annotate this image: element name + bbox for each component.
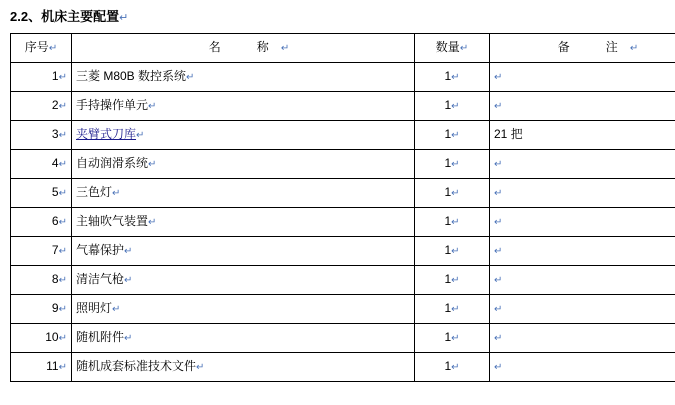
cell-name: 三色灯↵ bbox=[72, 179, 415, 208]
paragraph-mark-icon: ↵ bbox=[629, 43, 639, 54]
machine-configuration-table bbox=[10, 33, 675, 382]
cell-name: 照明灯↵ bbox=[72, 295, 415, 324]
cell-name: 随机附件↵ bbox=[72, 324, 415, 353]
paragraph-mark-icon: ↵ bbox=[451, 362, 460, 373]
cell-note bbox=[490, 295, 675, 324]
paragraph-mark-icon: ↵ bbox=[451, 72, 460, 83]
cell-note bbox=[490, 150, 675, 179]
paragraph-mark-icon: ↵ bbox=[58, 159, 67, 170]
paragraph-mark-icon: ↵ bbox=[494, 159, 503, 170]
paragraph-mark-icon: ↵ bbox=[58, 188, 67, 199]
paragraph-mark-icon: ↵ bbox=[148, 217, 157, 228]
paragraph-mark-icon: ↵ bbox=[119, 12, 129, 24]
page-title-text: 2.2、机床主要配置 bbox=[10, 9, 120, 24]
cell-note: 21 把 bbox=[490, 121, 675, 150]
column-header-quantity: 数量↵ bbox=[415, 34, 490, 63]
table-row bbox=[11, 237, 675, 266]
table-row bbox=[11, 121, 675, 150]
paragraph-mark-icon: ↵ bbox=[58, 101, 67, 112]
paragraph-mark-icon: ↵ bbox=[494, 72, 503, 83]
paragraph-mark-icon: ↵ bbox=[58, 304, 67, 315]
column-header-name: 名 称↵ bbox=[72, 34, 415, 63]
paragraph-mark-icon: ↵ bbox=[451, 246, 460, 257]
cell-quantity: 1↵ bbox=[415, 295, 490, 324]
paragraph-mark-icon: ↵ bbox=[494, 101, 503, 112]
cell-name: 气幕保护↵ bbox=[72, 237, 415, 266]
paragraph-mark-icon: ↵ bbox=[494, 362, 503, 373]
cell-index: 11↵ bbox=[11, 353, 72, 382]
cell-name: 自动润滑系统↵ bbox=[72, 150, 415, 179]
paragraph-mark-icon: ↵ bbox=[280, 43, 290, 54]
paragraph-mark-icon: ↵ bbox=[136, 130, 145, 141]
cell-index: 6↵ bbox=[11, 208, 72, 237]
cell-note bbox=[490, 353, 675, 382]
cell-name: 主轴吹气装置↵ bbox=[72, 208, 415, 237]
paragraph-mark-icon: ↵ bbox=[58, 130, 67, 141]
paragraph-mark-icon: ↵ bbox=[196, 362, 205, 373]
paragraph-mark-icon: ↵ bbox=[58, 275, 67, 286]
cell-note bbox=[490, 237, 675, 266]
cell-index: 7↵ bbox=[11, 237, 72, 266]
paragraph-mark-icon: ↵ bbox=[186, 72, 195, 83]
cell-index: 9↵ bbox=[11, 295, 72, 324]
table-row bbox=[11, 179, 675, 208]
paragraph-mark-icon: ↵ bbox=[148, 101, 157, 112]
cell-note bbox=[490, 92, 675, 121]
cell-quantity: 1↵ bbox=[415, 121, 490, 150]
cell-note bbox=[490, 324, 675, 353]
cell-quantity: 1↵ bbox=[415, 150, 490, 179]
paragraph-mark-icon: ↵ bbox=[451, 275, 460, 286]
cell-name: 夹臂式刀库↵ bbox=[72, 121, 415, 150]
cell-index: 1↵ bbox=[11, 63, 72, 92]
cell-quantity: 1↵ bbox=[415, 179, 490, 208]
paragraph-mark-icon: ↵ bbox=[124, 246, 133, 257]
paragraph-mark-icon: ↵ bbox=[124, 275, 133, 286]
paragraph-mark-icon: ↵ bbox=[58, 246, 67, 257]
cell-index: 2↵ bbox=[11, 92, 72, 121]
paragraph-mark-icon: ↵ bbox=[451, 188, 460, 199]
paragraph-mark-icon: ↵ bbox=[112, 304, 121, 315]
column-header-index: 序号↵ bbox=[11, 34, 72, 63]
paragraph-mark-icon: ↵ bbox=[58, 72, 67, 83]
paragraph-mark-icon: ↵ bbox=[451, 304, 460, 315]
cell-index: 5↵ bbox=[11, 179, 72, 208]
table-row bbox=[11, 92, 675, 121]
cell-name: 三菱 M80B 数控系统↵ bbox=[72, 63, 415, 92]
table-row bbox=[11, 150, 675, 179]
paragraph-mark-icon: ↵ bbox=[148, 159, 157, 170]
paragraph-mark-icon: ↵ bbox=[112, 188, 121, 199]
cell-quantity: 1↵ bbox=[415, 92, 490, 121]
paragraph-mark-icon: ↵ bbox=[451, 130, 460, 141]
cell-quantity: 1↵ bbox=[415, 63, 490, 92]
cell-quantity: 1↵ bbox=[415, 266, 490, 295]
paragraph-mark-icon: ↵ bbox=[48, 43, 58, 54]
cell-quantity: 1↵ bbox=[415, 324, 490, 353]
cell-index: 3↵ bbox=[11, 121, 72, 150]
cell-name: 随机成套标准技术文件↵ bbox=[72, 353, 415, 382]
paragraph-mark-icon: ↵ bbox=[124, 333, 133, 344]
table-header-row bbox=[11, 34, 675, 63]
paragraph-mark-icon: ↵ bbox=[451, 159, 460, 170]
column-header-note: 备 注↵ bbox=[490, 34, 675, 63]
paragraph-mark-icon: ↵ bbox=[494, 304, 503, 315]
cell-note bbox=[490, 266, 675, 295]
paragraph-mark-icon: ↵ bbox=[459, 43, 469, 54]
paragraph-mark-icon: ↵ bbox=[494, 188, 503, 199]
cell-name: 清洁气枪↵ bbox=[72, 266, 415, 295]
table-row bbox=[11, 324, 675, 353]
cell-name: 手持操作单元↵ bbox=[72, 92, 415, 121]
paragraph-mark-icon: ↵ bbox=[451, 333, 460, 344]
cell-index: 4↵ bbox=[11, 150, 72, 179]
paragraph-mark-icon: ↵ bbox=[494, 217, 503, 228]
page-title bbox=[10, 8, 667, 27]
paragraph-mark-icon: ↵ bbox=[451, 217, 460, 228]
paragraph-mark-icon: ↵ bbox=[451, 101, 460, 112]
cell-note bbox=[490, 208, 675, 237]
cell-quantity: 1↵ bbox=[415, 237, 490, 266]
table-row bbox=[11, 208, 675, 237]
cell-quantity: 1↵ bbox=[415, 208, 490, 237]
paragraph-mark-icon: ↵ bbox=[58, 217, 67, 228]
table-body bbox=[11, 63, 675, 382]
paragraph-mark-icon: ↵ bbox=[58, 362, 67, 373]
cell-note bbox=[490, 179, 675, 208]
paragraph-mark-icon: ↵ bbox=[494, 275, 503, 286]
paragraph-mark-icon: ↵ bbox=[58, 333, 67, 344]
paragraph-mark-icon: ↵ bbox=[494, 333, 503, 344]
cell-index: 10↵ bbox=[11, 324, 72, 353]
cell-quantity: 1↵ bbox=[415, 353, 490, 382]
cell-index: 8↵ bbox=[11, 266, 72, 295]
cell-note bbox=[490, 63, 675, 92]
table-row bbox=[11, 63, 675, 92]
table-row bbox=[11, 353, 675, 382]
table-row bbox=[11, 266, 675, 295]
table-row bbox=[11, 295, 675, 324]
paragraph-mark-icon: ↵ bbox=[494, 246, 503, 257]
